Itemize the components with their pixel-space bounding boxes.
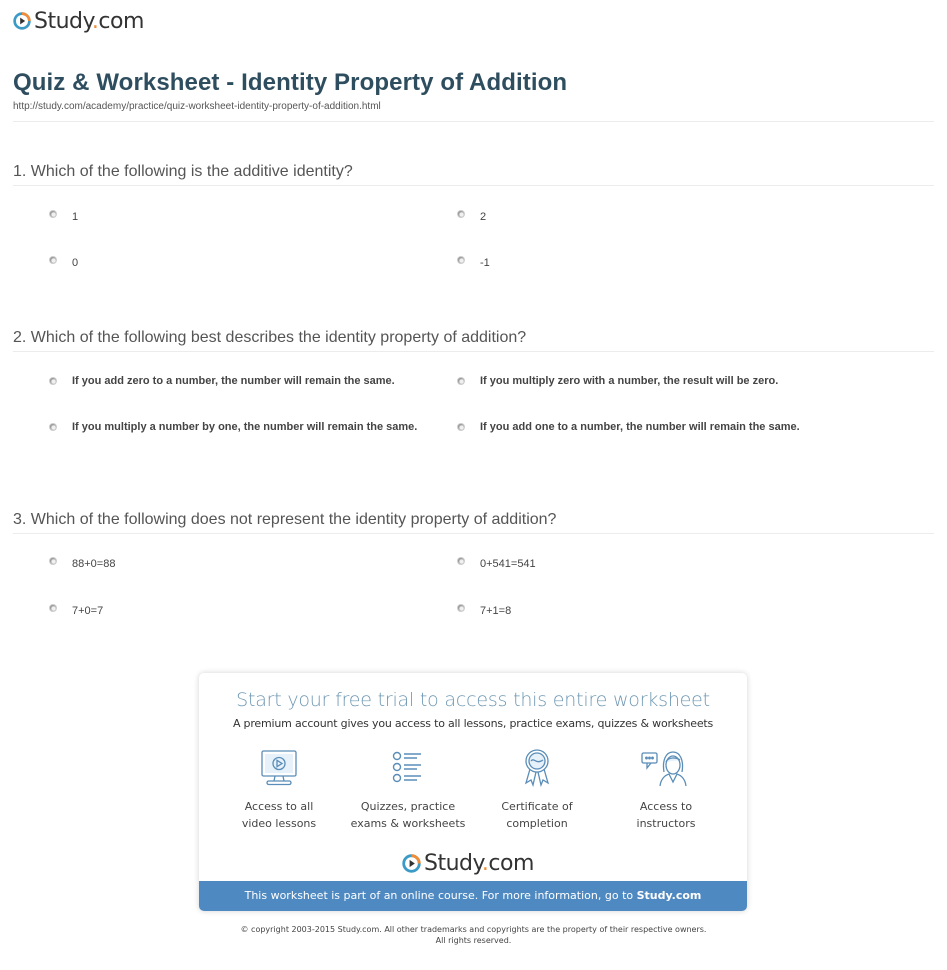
copyright-footer: © copyright 2003-2015 Study.com. All other trademarks and copyrights are the property of their respective owners. All rights reserved. (240, 925, 707, 945)
study-logo[interactable] (13, 6, 144, 36)
feature-quizzes: Quizzes, practice exams & worksheets (343, 748, 473, 832)
answer-option[interactable]: 88+0=88 (49, 556, 115, 572)
answer-option[interactable]: 2 (457, 209, 486, 225)
logo-dot: . (91, 8, 99, 34)
divider (13, 185, 934, 186)
certificate-icon (517, 748, 557, 788)
divider (13, 121, 934, 122)
radio-button[interactable] (457, 377, 465, 385)
radio-button[interactable] (49, 604, 57, 612)
study-link[interactable]: Study.com (636, 889, 702, 902)
feature-instructors: Access to instructors (601, 748, 731, 832)
question-3: 3. Which of the following does not represent the identity property of addition? (13, 511, 557, 528)
promo-subline: A premium account gives you access to all lessons, practice exams, quizzes & worksheets (232, 717, 714, 730)
play-logo-icon (402, 854, 421, 873)
divider (13, 351, 934, 352)
answer-option[interactable]: If you add one to a number, the number will remain the same. (457, 419, 857, 435)
feature-video-lessons: Access to all video lessons (214, 748, 344, 832)
play-logo-icon (13, 12, 31, 30)
answer-option[interactable]: If you multiply zero with a number, the result will be zero. (457, 373, 857, 389)
logo-tld: com (98, 8, 144, 34)
answer-option[interactable]: -1 (457, 255, 490, 271)
question-2: 2. Which of the following best describes the identity property of addition? (13, 329, 527, 346)
radio-button[interactable] (457, 557, 465, 565)
logo-brand: Study (34, 8, 92, 34)
study-logo[interactable]: Study.com (402, 848, 534, 878)
feature-certificate: Certificate of completion (472, 748, 602, 832)
page-url[interactable]: http://study.com/academy/practice/quiz-worksheet-identity-property-of-addition.html (13, 101, 381, 112)
radio-button[interactable] (49, 377, 57, 385)
question-1: 1. Which of the following is the additive identity? (13, 163, 353, 180)
course-info-text: This worksheet is part of an online course. For more information, go to (244, 889, 637, 902)
promo-headline: Start your free trial to access this entire worksheet (236, 689, 710, 711)
answer-option[interactable]: If you multiply a number by one, the number will remain the same. (49, 419, 419, 435)
answer-option[interactable]: 7+0=7 (49, 603, 103, 619)
answer-option[interactable]: 7+1=8 (457, 603, 511, 619)
course-info-bar (199, 881, 747, 911)
radio-button[interactable] (457, 256, 465, 264)
radio-button[interactable] (457, 210, 465, 218)
radio-button[interactable] (457, 604, 465, 612)
divider (13, 533, 934, 534)
page-title: Quiz & Worksheet - Identity Property of Addition (13, 69, 568, 96)
quiz-list-icon (388, 748, 428, 788)
answer-option[interactable]: If you add zero to a number, the number will remain the same. (49, 373, 419, 389)
instructor-icon (640, 748, 692, 788)
video-lesson-icon (259, 748, 299, 788)
free-trial-promo (199, 673, 747, 911)
answer-option[interactable]: 0 (49, 255, 78, 271)
radio-button[interactable] (49, 557, 57, 565)
radio-button[interactable] (49, 256, 57, 264)
radio-button[interactable] (49, 423, 57, 431)
radio-button[interactable] (49, 210, 57, 218)
radio-button[interactable] (457, 423, 465, 431)
answer-option[interactable]: 0+541=541 (457, 556, 536, 572)
answer-option[interactable]: 1 (49, 209, 78, 225)
